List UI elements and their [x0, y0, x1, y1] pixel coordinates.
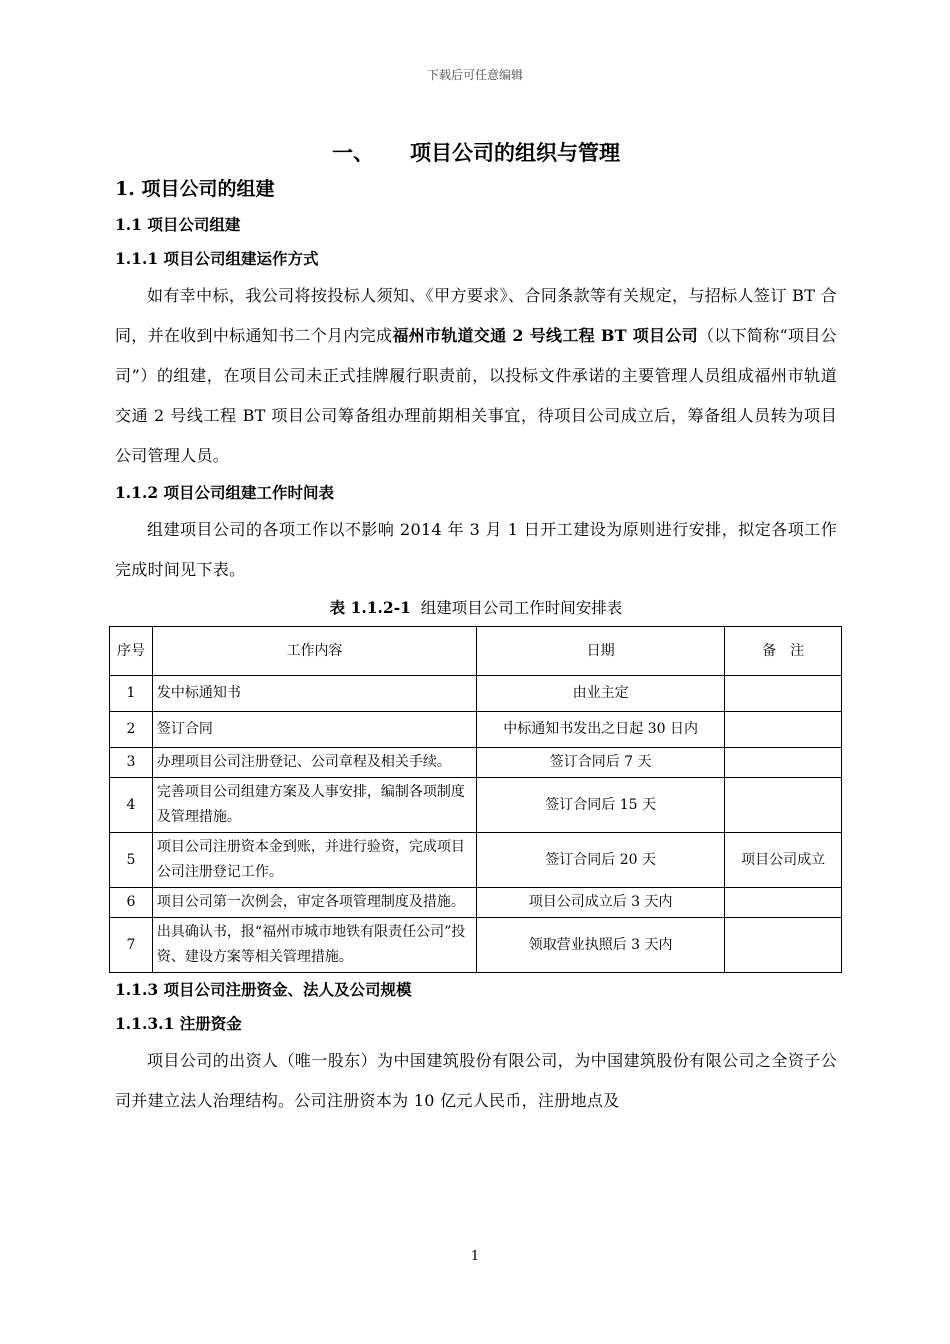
cell-work: 签订合同 [152, 712, 476, 748]
table-row [110, 748, 842, 778]
cell-date: 签订合同后 7 天 [476, 748, 724, 778]
cell-no: 4 [110, 778, 153, 833]
table-caption-label: 表 1.1.2-1 [329, 598, 411, 617]
cell-no: 1 [110, 676, 153, 712]
section-heading-1-1-3-1: 1.1.3.1 注册资金 [115, 1014, 242, 1033]
section-heading-1: 1. 项目公司的组建 [115, 178, 275, 200]
header-work: 工作内容 [152, 627, 476, 676]
section-heading-1-1-1: 1.1.1 项目公司组建运作方式 [115, 249, 319, 268]
paragraph-text: 如有幸中标，我公司将按投标人须知、《甲方要求》、合同条款等有关规定，与招标人签订 BT 合同，并在收到中标通知书二个月内完成 [115, 286, 837, 345]
cell-work: 办理项目公司注册登记、公司章程及相关手续。 [152, 748, 476, 778]
header-note: 备 注 [725, 627, 842, 676]
header-date: 日期 [476, 627, 724, 676]
cell-date: 领取营业执照后 3 天内 [476, 918, 724, 973]
table-caption-title: 组建项目公司工作时间安排表 [420, 599, 623, 617]
cell-date: 中标通知书发出之日起 30 日内 [476, 712, 724, 748]
chapter-heading [115, 136, 837, 170]
cell-work: 出具确认书，报“福州市城市地铁有限责任公司”投资、建设方案等相关管理措施。 [152, 918, 476, 973]
paragraph-operation-mode [115, 276, 837, 476]
table-row [110, 888, 842, 918]
cell-note [725, 888, 842, 918]
table-row [110, 833, 842, 888]
cell-date: 由业主定 [476, 676, 724, 712]
cell-work: 完善项目公司组建方案及人事安排，编制各项制度及管理措施。 [152, 778, 476, 833]
schedule-table [109, 626, 842, 973]
cell-date: 签订合同后 15 天 [476, 778, 724, 833]
table-caption [115, 590, 837, 626]
cell-no: 3 [110, 748, 153, 778]
cell-work: 项目公司第一次例会，审定各项管理制度及措施。 [152, 888, 476, 918]
chapter-title: 项目公司的组织与管理 [410, 140, 620, 165]
cell-no: 2 [110, 712, 153, 748]
chapter-number: 一、 [332, 140, 374, 165]
cell-note [725, 918, 842, 973]
table-row [110, 676, 842, 712]
paragraph-text: （以下简称“项目公司”）的组建，在项目公司未正式挂牌履行职责前，以投标文件承诺的主要管理人员组成福州市轨道交通 2 号线工程 BT 项目公司筹备组办理前期相关事宜，待项目公司成立后，筹备组人员转为项目公司管理人员。 [115, 326, 837, 465]
header-no: 序号 [110, 627, 153, 676]
cell-work: 发中标通知书 [152, 676, 476, 712]
document-body [115, 136, 837, 1121]
cell-no: 5 [110, 833, 153, 888]
cell-no: 6 [110, 888, 153, 918]
cell-note [725, 778, 842, 833]
section-heading-1-1: 1.1 项目公司组建 [115, 215, 241, 234]
paragraph-bold-text: 福州市轨道交通 2 号线工程 BT 项目公司 [392, 326, 698, 345]
page-number: 1 [470, 1249, 480, 1264]
cell-no: 7 [110, 918, 153, 973]
section-heading-1-1-3: 1.1.3 项目公司注册资金、法人及公司规模 [115, 980, 412, 999]
cell-note [725, 712, 842, 748]
table-header-row [110, 627, 842, 676]
cell-note [725, 748, 842, 778]
cell-note: 项目公司成立 [725, 833, 842, 888]
paragraph-schedule: 组建项目公司的各项工作以不影响 2014 年 3 月 1 日开工建设为原则进行安排，拟定各项工作完成时间见下表。 [115, 520, 837, 579]
cell-date: 签订合同后 20 天 [476, 833, 724, 888]
cell-note [725, 676, 842, 712]
header-note: 下载后可任意编辑 [426, 68, 523, 82]
paragraph-registered-capital: 项目公司的出资人（唯一股东）为中国建筑股份有限公司，为中国建筑股份有限公司之全资子公司并建立法人治理结构。公司注册资本为 10 亿元人民币，注册地点及 [115, 1051, 837, 1110]
cell-date: 项目公司成立后 3 天内 [476, 888, 724, 918]
table-row [110, 778, 842, 833]
table-row [110, 712, 842, 748]
cell-work: 项目公司注册资本金到账，并进行验资，完成项目公司注册登记工作。 [152, 833, 476, 888]
table-row [110, 918, 842, 973]
section-heading-1-1-2: 1.1.2 项目公司组建工作时间表 [115, 483, 335, 502]
